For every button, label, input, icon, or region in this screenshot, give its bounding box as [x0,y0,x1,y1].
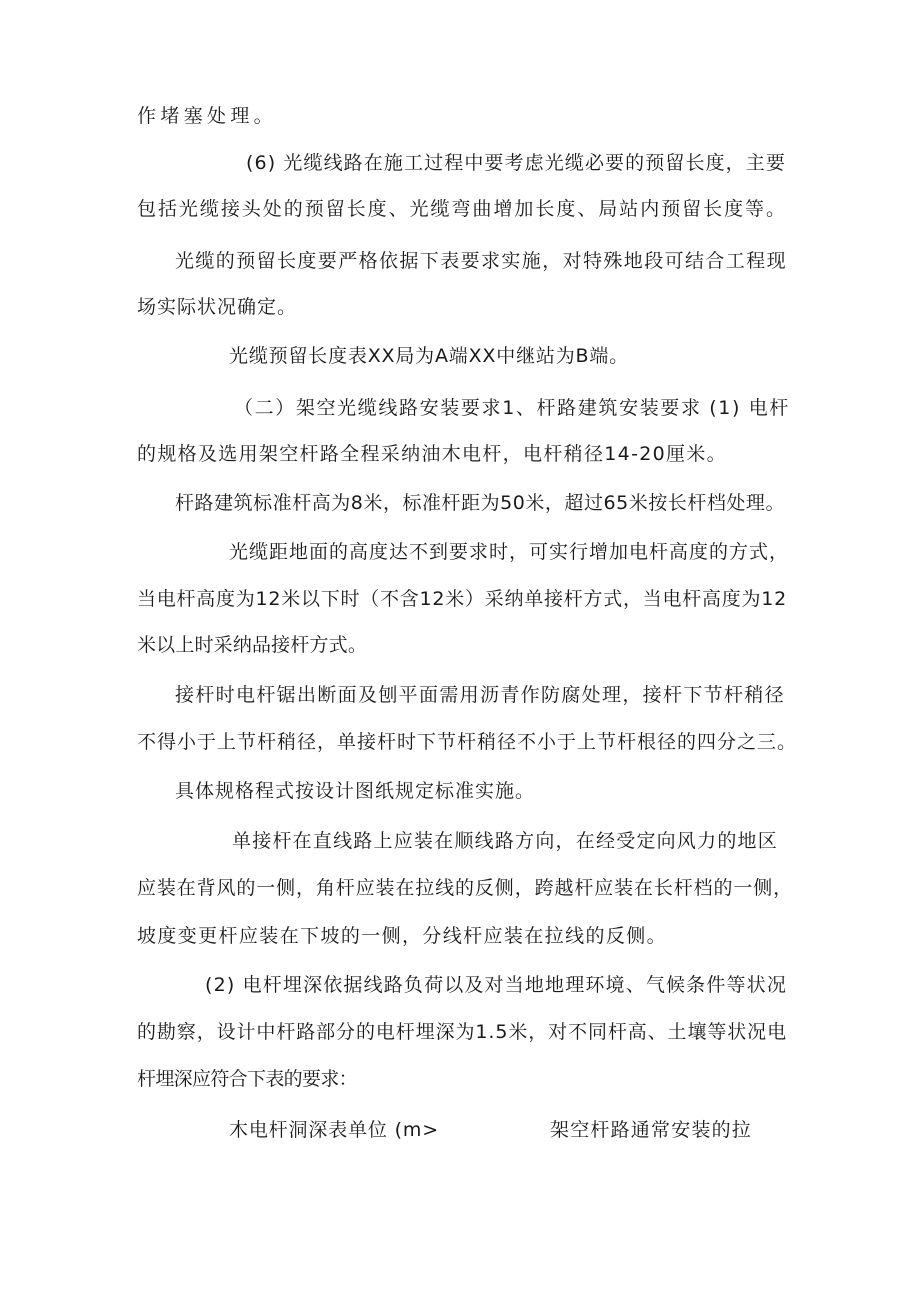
text-line-5: 场实际状况确定。 [137,296,297,318]
text-line-12: 米以上时采纳品接杆方式。 [137,634,367,656]
text-line-21: 杆埋深应符合下表的要求： [137,1068,357,1090]
text-line-20: 的勘察，设计中杆路部分的电杆埋深为1.5米，对不同杆高、土壤等状况电 [137,1021,787,1043]
text-line-11: 当电杆高度为12米以下时（不含12米）采纳单接杆方式，当电杆高度为12 [137,588,787,610]
text-line-13: 接杆时电杆锯出断面及刨平面需用沥青作防腐处理，接杆下节杆稍径 [175,684,785,706]
text-line-6: 光缆预留长度表XX局为A端XX中继站为B端。 [229,345,629,367]
text-line-17: 应装在背风的一侧，角杆应装在拉线的反侧，跨越杆应装在长杆档的一侧， [137,877,793,899]
text-line-2: (6) 光缆线路在施工过程中要考虑光缆必要的预留长度，主要 [246,152,786,174]
text-line-15: 具体规格程式按设计图纸规定标准实施。 [175,780,535,802]
table-caption-left: 木电杆洞深表单位 (m> [229,1119,439,1141]
text-line-7: （二）架空光缆线路安装要求1、杆路建筑安装要求 (1) 电杆 [234,397,790,419]
text-line-8: 的规格及选用架空杆路全程采纳油木电杆，电杆稍径14-20厘米。 [137,443,727,465]
table-caption-right: 架空杆路通常安装的拉 [550,1119,752,1141]
text-line-16: 单接杆在直线路上应装在顺线路方向，在经受定向风力的地区 [232,830,778,852]
text-line-10: 光缆距地面的高度达不到要求时，可实行增加电杆高度的方式， [229,541,789,563]
text-line-14: 不得小于上节杆稍径，单接杆时下节杆稍径不小于上节杆根径的四分之三。 [137,731,797,753]
text-line-9: 杆路建筑标准杆高为8米，标准杆距为50米，超过65米按长杆档处理。 [175,492,785,514]
text-line-3: 包括光缆接头处的预留长度、光缆弯曲增加长度、局站内预留长度等。 [137,198,787,220]
text-line-1: 作堵塞处理。 [137,105,277,127]
text-line-4: 光缆的预留长度要严格依据下表要求实施，对特殊地段可结合工程现 [175,250,787,272]
text-line-19: (2) 电杆埋深依据线路负荷以及对当地地理环境、气候条件等状况 [205,974,787,996]
text-line-18: 坡度变更杆应装在下坡的一侧，分线杆应装在拉线的反侧。 [137,925,667,947]
